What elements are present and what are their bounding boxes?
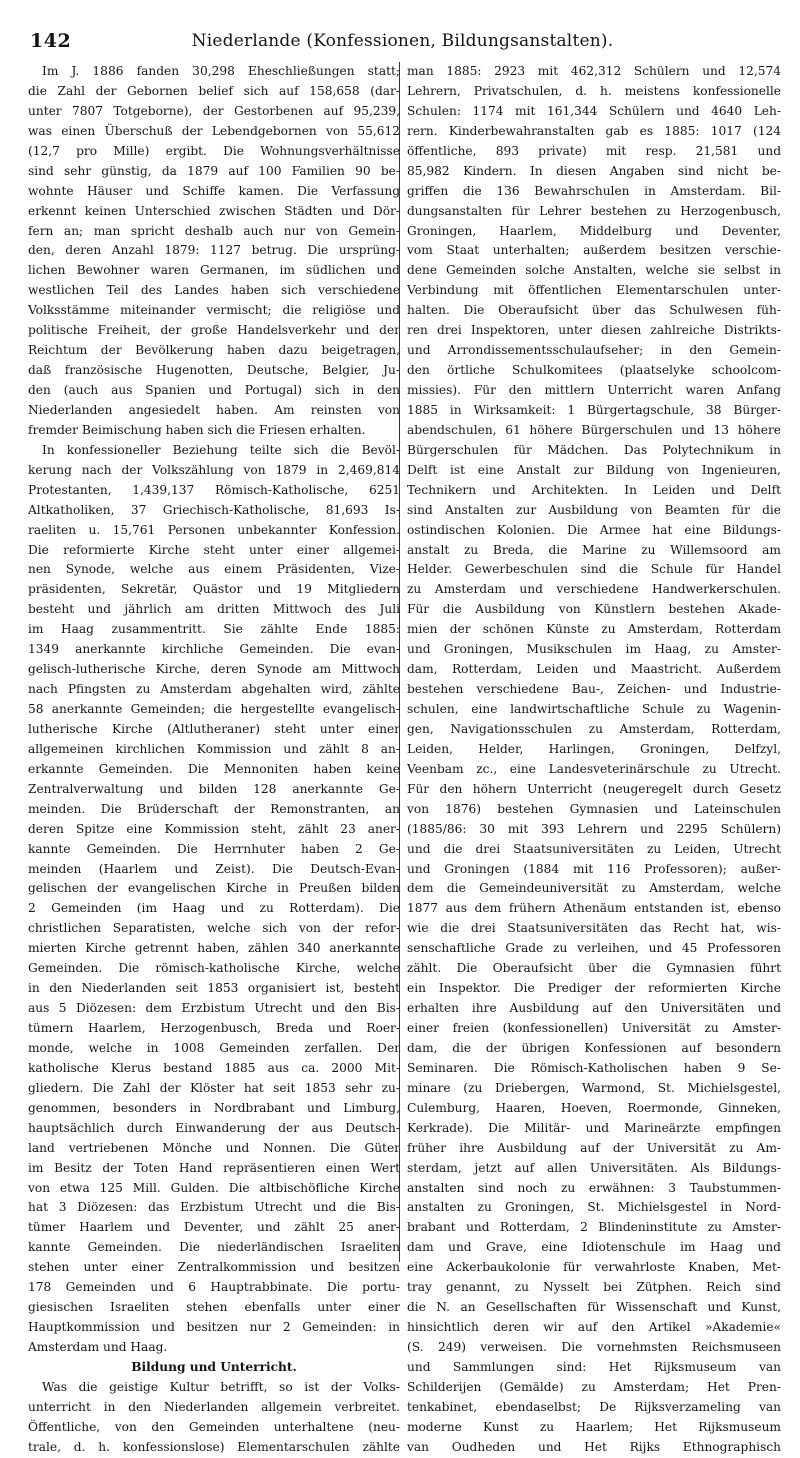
right-column-text-line: dam, die der übrigen Konfessionen auf besondern xyxy=(407,1040,781,1055)
left-column-text-line: fremder Beimischung haben sich die Friesen erhalten. xyxy=(28,422,366,437)
left-column-text-line: Altkatholiken, 37 Griechisch-Katholische, 81,693 Is- xyxy=(28,502,400,517)
right-column-text-line: und Groningen, Musikschulen im Haag, zu Amster- xyxy=(407,642,781,657)
right-column-text-line: ein Inspektor. Die Prediger der reformierten Kirche xyxy=(407,981,781,996)
right-column-text-line: Helder. Gewerbeschulen sind die Schule für Handel xyxy=(407,562,781,577)
right-column-text-line: sterdam, jetzt auf allen Universitäten. Als Bildungs- xyxy=(407,1160,781,1175)
left-column-text-line: den, deren Anzahl 1879: 1127 betrug. Die ursprüng- xyxy=(28,243,400,258)
right-column-text-line: bestehen verschiedene Bau-, Zeichen- und Industrie- xyxy=(407,682,781,697)
left-column-text-line: Was die geistige Kultur betrifft, so ist der Volks- xyxy=(42,1379,400,1394)
left-column-text-line: Die reformierte Kirche steht unter einer allgemei- xyxy=(28,542,400,557)
left-column-text-line: erkannte Gemeinden. Die Mennoniten haben keine xyxy=(28,761,400,776)
right-column-text-line: gen, Navigationsschulen zu Amsterdam, Rotterdam, xyxy=(407,721,781,736)
left-column-text-line: kannte Gemeinden. Die Herrnhuter haben 2 Ge- xyxy=(28,841,400,856)
left-column-text-line: Hauptkommission und besitzen nur 2 Gemeinden: in xyxy=(28,1320,400,1335)
left-column-text-line: hauptsächlich durch Einwanderung der aus Deutsch- xyxy=(28,1120,400,1135)
right-column xyxy=(407,62,781,1458)
right-column-text-line: griffen die 136 Bewahrschulen in Amsterdam. Bil- xyxy=(407,183,781,198)
right-column-text-line: und die drei Staatsuniversitäten zu Leiden, Utrecht xyxy=(407,841,781,856)
left-column-text-line: stehen unter einer Zentralkommission und besitzen xyxy=(28,1260,400,1275)
left-column-text-line: westlichen Teil des Landes haben sich verschiedene xyxy=(28,283,400,298)
right-column-text-line: und Groningen (1884 mit 116 Professoren); außer- xyxy=(407,861,781,876)
left-column-text-line: 2 Gemeinden (im Haag und zu Rotterdam). Die xyxy=(28,901,400,916)
left-column-text-line: Zentralverwaltung und bilden 128 anerkannte Ge- xyxy=(28,781,400,796)
right-column-text-line: (1885/86: 30 mit 393 Lehrern und 2295 Schülern) xyxy=(407,821,781,836)
right-column-text-line: Delft ist eine Anstalt zur Bildung von Ingenieuren, xyxy=(407,462,781,477)
left-column-text-line: Öffentliche, von den Gemeinden unterhaltene (neu- xyxy=(28,1419,400,1434)
left-column-text-line: besteht und jährlich am dritten Mittwoch des Juli xyxy=(28,602,400,617)
right-column-text-line: brabant und Rotterdam, 2 Blindeninstitute zu Amster- xyxy=(407,1220,781,1235)
left-column-text-line: Im J. 1886 fanden 30,298 Eheschließungen statt; xyxy=(42,64,400,78)
right-column-text-line: moderne Kunst zu Haarlem; Het Rijksmuseum xyxy=(407,1419,781,1434)
left-column-text-line: Protestanten, 1,439,137 Römisch-Katholische, 6251 xyxy=(28,482,400,497)
right-column-text-line: mien der schönen Künste zu Amsterdam, Rotterdam xyxy=(407,622,781,637)
right-column-text-line: wie die drei Staatsuniversitäten das Recht hat, wis- xyxy=(407,921,781,936)
left-column-text-line: kannte Gemeinden. Die niederländischen Israeliten xyxy=(28,1240,400,1255)
right-column-text-line: einer freien (konfessionellen) Universität zu Amster- xyxy=(407,1021,781,1035)
left-column-text-line: gliedern. Die Zahl der Klöster hat seit 1853 sehr zu- xyxy=(28,1080,400,1095)
right-column-text-line: Leiden, Helder, Harlingen, Groningen, Delfzyl, xyxy=(407,741,781,756)
right-column-text-line: 1885 in Wirksamkeit: 1 Bürgertagschule, 38 Bürger- xyxy=(407,402,781,417)
left-column-text-line: meinden (Haarlem und Zeist). Die Deutsch-Evan- xyxy=(28,861,400,876)
left-column-text-line: Volksstämme miteinander vermischt; die religiöse und xyxy=(28,303,400,318)
right-column-text-line: 85,982 Kindern. In diesen Angaben sind nicht be- xyxy=(407,163,781,178)
right-column-text-line: dam und Grave, eine Idiotenschule im Haag und xyxy=(407,1240,781,1255)
left-column-text-line: mierten Kirche getrennt haben, zählen 340 anerkannte xyxy=(28,941,400,956)
page-number: 142 xyxy=(30,30,72,52)
left-column-text-line: meinden. Die Brüderschaft der Remonstranten, an xyxy=(28,801,400,816)
left-column-text-line: In konfessioneller Beziehung teilte sich die Bevöl- xyxy=(42,442,400,457)
right-column-text-line: ren drei Inspektoren, unter diesen zahlreiche Distrikts- xyxy=(407,323,781,338)
left-column-text-line: Niederlanden angesiedelt haben. Am reinsten von xyxy=(28,402,400,417)
right-column-text-line: Culemburg, Haaren, Hoeven, Roermonde, Ginneken, xyxy=(407,1100,781,1115)
right-column-text-line: abendschulen, 61 höhere Bürgerschulen und 13 höhere xyxy=(407,422,781,437)
right-column-text-line: anstalt zu Breda, die Marine zu Willemsoord am xyxy=(407,542,781,557)
left-column-text-line: 58 anerkannte Gemeinden; die hergestellte evangelisch- xyxy=(28,702,400,716)
right-column-text-line: eine Ackerbaukolonie für verwahrloste Knaben, Met- xyxy=(407,1260,781,1275)
right-column-text-line: dene Gemeinden solche Anstalten, welche sie selbst in xyxy=(407,263,781,278)
right-column-text-line: öffentliche, 893 private) mit resp. 21,581 und xyxy=(407,143,781,158)
left-column-text-line: den (auch aus Spanien und Portugal) sich in den xyxy=(28,383,400,397)
left-column-text-line: präsidenten, Sekretär, Quästor und 19 Mitgliedern xyxy=(28,582,400,597)
section-heading: Bildung und Unterricht. xyxy=(131,1359,297,1374)
left-column-text-line: fern an; man spricht deshalb auch nur von Gemein- xyxy=(28,223,400,238)
left-column-text-line: monde, welche in 1008 Gemeinden zerfallen. Der xyxy=(28,1040,400,1055)
left-column-text-line: lichen Bewohner waren Germanen, im südlichen und xyxy=(28,263,400,278)
left-column-text-line: wohnte Häuser und Schiffe kamen. Die Verfassung xyxy=(28,183,400,198)
left-column-text-line: lutherische Kirche (Altlutheraner) steht unter einer xyxy=(28,721,400,736)
left-column-text-line: trale, d. h. konfessionslose) Elementarschulen zählte xyxy=(28,1439,400,1454)
right-column-text-line: früher ihre Ausbildung auf der Universität zu Am- xyxy=(407,1140,781,1155)
right-column-text-line: van Oudheden und Het Rijks Ethnographisch xyxy=(407,1439,781,1454)
right-column-text-line: Verbindung mit öffentlichen Elementarschulen unter- xyxy=(407,283,781,298)
right-column-text-line: dungsanstalten für Lehrer bestehen zu Herzogenbusch, xyxy=(407,203,781,218)
right-column-text-line: den örtliche Schulkomitees (plaatselyke schoolcom- xyxy=(407,363,781,378)
right-column-text-line: tray genannt, zu Nysselt bei Zütphen. Reich sind xyxy=(407,1280,781,1295)
right-column-text-line: ostindischen Kolonien. Die Armee hat eine Bildungs- xyxy=(407,522,781,537)
right-column-text-line: und Sammlungen sind: Het Rijksmuseum van xyxy=(407,1359,781,1374)
left-column-text-line: Gemeinden. Die römisch-katholische Kirche, welche xyxy=(28,961,400,976)
right-column-text-line: dem die Gemeindeuniversität zu Amsterdam, welche xyxy=(407,881,781,896)
left-column-text-line: deren Spitze eine Kommission steht, zählt 23 aner- xyxy=(28,821,400,836)
left-column-text-line: genommen, besonders in Nordbrabant und Limburg, xyxy=(28,1100,400,1115)
left-column-text-line: politische Freiheit, der große Handelsverkehr und der xyxy=(28,323,400,338)
left-column-text-line: daß französische Hugenotten, Deutsche, Belgier, Ju- xyxy=(28,363,400,378)
left-column-text-line: nen Synode, welche aus einem Präsidenten, Vize- xyxy=(28,562,400,577)
right-column-text-line: halten. Die Oberaufsicht über das Schulwesen füh- xyxy=(407,303,781,318)
right-column-text-line: dam, Rotterdam, Leiden und Maastricht. Außerdem xyxy=(407,662,781,677)
left-column-text-line: sind sehr günstig, da 1879 auf 100 Familien 90 be- xyxy=(28,163,400,178)
right-column-text-line: (S. 249) verweisen. Die vornehmsten Reichsmuseen xyxy=(407,1340,781,1354)
right-column-text-line: man 1885: 2923 mit 462,312 Schülern und 12,574 xyxy=(407,64,781,78)
page-header xyxy=(30,30,775,56)
left-column-text-line: 1349 anerkannte kirchliche Gemeinden. Die evan- xyxy=(28,642,400,657)
right-column-text-line: anstalten zu Groningen, St. Michielsgestel in Nord- xyxy=(407,1200,781,1215)
right-column-text-line: senschaftliche Grade zu verleihen, und 45 Professoren xyxy=(407,941,781,956)
right-column-text-line: tenkabinet, ebendaselbst; De Rijksverzameling van xyxy=(407,1399,781,1414)
right-column-text-line: zählt. Die Oberaufsicht über die Gymnasien führt xyxy=(407,961,781,976)
right-column-text-line: Veenbam zc., eine Landesveterinärschule zu Utrecht. xyxy=(407,761,781,776)
right-column-text-line: Lehrern, Privatschulen, d. h. meistens konfessionelle xyxy=(407,83,781,98)
left-column-text-line: was einen Überschuß der Lebendgebornen von 55,612 xyxy=(28,123,400,138)
right-column-text-line: Groningen, Haarlem, Middelburg und Deventer, xyxy=(407,223,781,238)
column-divider xyxy=(399,62,400,1262)
left-column-text-line: giesischen Israeliten stehen ebenfalls unter einer xyxy=(28,1300,400,1315)
left-column-text-line: im Haag zusammentritt. Sie zählte Ende 1885: xyxy=(28,622,400,637)
left-column-text-line: aus 5 Diözesen: dem Erzbistum Utrecht und den Bis- xyxy=(28,1001,400,1016)
left-column-text-line: Amsterdam und Haag. xyxy=(28,1340,168,1354)
left-column-text-line: land vertriebenen Mönche und Nonnen. Die Güter xyxy=(28,1140,400,1155)
right-column-text-line: 1877 aus dem frühern Athenäum entstanden ist, ebenso xyxy=(407,901,781,916)
left-column-text-line: allgemeinen kirchlichen Kommission und zählt 8 an- xyxy=(28,741,400,756)
right-column-text-line: Schulen: 1174 mit 161,344 Schülern und 4640 Leh- xyxy=(407,103,781,118)
right-column-text-line: vom Staat unterhalten; außerdem besitzen verschie- xyxy=(407,243,781,258)
left-column-text-line: von etwa 125 Mill. Gulden. Die altbischöfliche Kirche xyxy=(28,1180,400,1195)
right-column-text-line: Für den höhern Unterricht (neugeregelt durch Gesetz xyxy=(407,781,781,796)
left-column-text-line: christlichen Separatisten, welche sich von der refor- xyxy=(28,921,400,936)
left-column-text-line: nach Pfingsten zu Amsterdam abgehalten wird, zählte xyxy=(28,682,400,697)
left-column-text-line: tümern Haarlem, Herzogenbusch, Breda und Roer- xyxy=(28,1021,400,1035)
right-column-text-line: erhalten ihre Ausbildung auf den Universitäten und xyxy=(407,1001,781,1016)
left-column-text-line: tümer Haarlem und Deventer, und zählt 25 aner- xyxy=(28,1220,400,1235)
right-column-text-line: Kerkrade). Die Militär- und Marineärzte empfingen xyxy=(407,1120,781,1135)
right-column-text-line: anstalten sind noch zu erwähnen: 3 Taubstummen- xyxy=(407,1180,781,1195)
left-column-text-line: hat 3 Diözesen: das Erzbistum Utrecht und die Bis- xyxy=(28,1200,400,1215)
left-column-text-line: in den Niederlanden seit 1853 organisiert ist, besteht xyxy=(28,981,400,996)
right-column-text-line: Seminaren. Die Römisch-Katholischen haben 9 Se- xyxy=(407,1060,781,1075)
left-column-text-line: katholische Klerus bestand 1885 aus ca. 2000 Mit- xyxy=(28,1060,400,1075)
running-head: Niederlande (Konfessionen, Bildungsanstalten). xyxy=(191,31,614,51)
right-column-text-line: hinsichtlich deren wir auf den Artikel »Akademie« xyxy=(407,1320,781,1335)
left-column-text-line: 178 Gemeinden und 6 Hauptrabbinate. Die portu- xyxy=(28,1280,400,1295)
right-column-text-line: und Arrondissementsschulaufseher; in den Gemein- xyxy=(407,343,781,358)
right-column-text-line: Schilderijen (Gemälde) zu Amsterdam; Het Pren- xyxy=(407,1379,781,1394)
left-column-text-line: im Besitz der Toten Hand repräsentieren einen Wert xyxy=(28,1160,400,1175)
right-column-text-line: rern. Kinderbewahranstalten gab es 1885: 1017 (124 xyxy=(407,123,781,138)
right-column-text-line: zu Amsterdam und verschiedene Handwerkerschulen. xyxy=(407,582,781,597)
left-column-text-line: raeliten u. 15,761 Personen unbekannter Konfession. xyxy=(28,522,400,537)
left-column-text-line: die Zahl der Gebornen belief sich auf 158,658 (dar- xyxy=(28,83,400,98)
right-column-text-line: von 1876) bestehen Gymnasien und Lateinschulen xyxy=(407,801,781,816)
right-column-text-line: minare (zu Driebergen, Warmond, St. Michielsgestel, xyxy=(407,1080,781,1095)
left-column-text-line: gelisch-lutherische Kirche, deren Synode am Mittwoch xyxy=(28,662,400,677)
left-column-text-line: erkennt keinen Unterschied zwischen Städten und Dör- xyxy=(28,203,400,218)
right-column-text-line: Technikern und Architekten. In Leiden und Delft xyxy=(407,482,781,497)
left-column-text-line: Reichtum der Bevölkerung haben dazu beigetragen, xyxy=(28,343,400,358)
right-column-text-line: Für die Ausbildung von Künstlern bestehen Akade- xyxy=(407,602,781,617)
left-column xyxy=(28,62,400,1458)
left-column-text-line: unterricht in den Niederlanden allgemein verbreitet. xyxy=(28,1399,400,1414)
left-column-text-line: gelischen der evangelischen Kirche in Preußen bilden xyxy=(28,881,400,896)
right-column-text-line: Bürgerschulen für Mädchen. Das Polytechnikum in xyxy=(407,442,781,457)
right-column-text-line: schulen, eine landwirtschaftliche Schule zu Wagenin- xyxy=(407,702,781,716)
right-column-text-line: die N. an Gesellschaften für Wissenschaft und Kunst, xyxy=(407,1300,781,1315)
right-column-text-line: missies). Für den mittlern Unterricht waren Anfang xyxy=(407,383,781,397)
right-column-text-line: sind Anstalten zur Ausbildung von Beamten für die xyxy=(407,502,781,517)
left-column-text-line: kerung nach der Volkszählung von 1879 in 2,469,814 xyxy=(28,462,400,477)
left-column-text-line: unter 7807 Totgeborne), der Gestorbenen auf 95,239, xyxy=(28,103,400,118)
left-column-text-line: (12,7 pro Mille) ergibt. Die Wohnungsverhältnisse xyxy=(28,143,400,158)
